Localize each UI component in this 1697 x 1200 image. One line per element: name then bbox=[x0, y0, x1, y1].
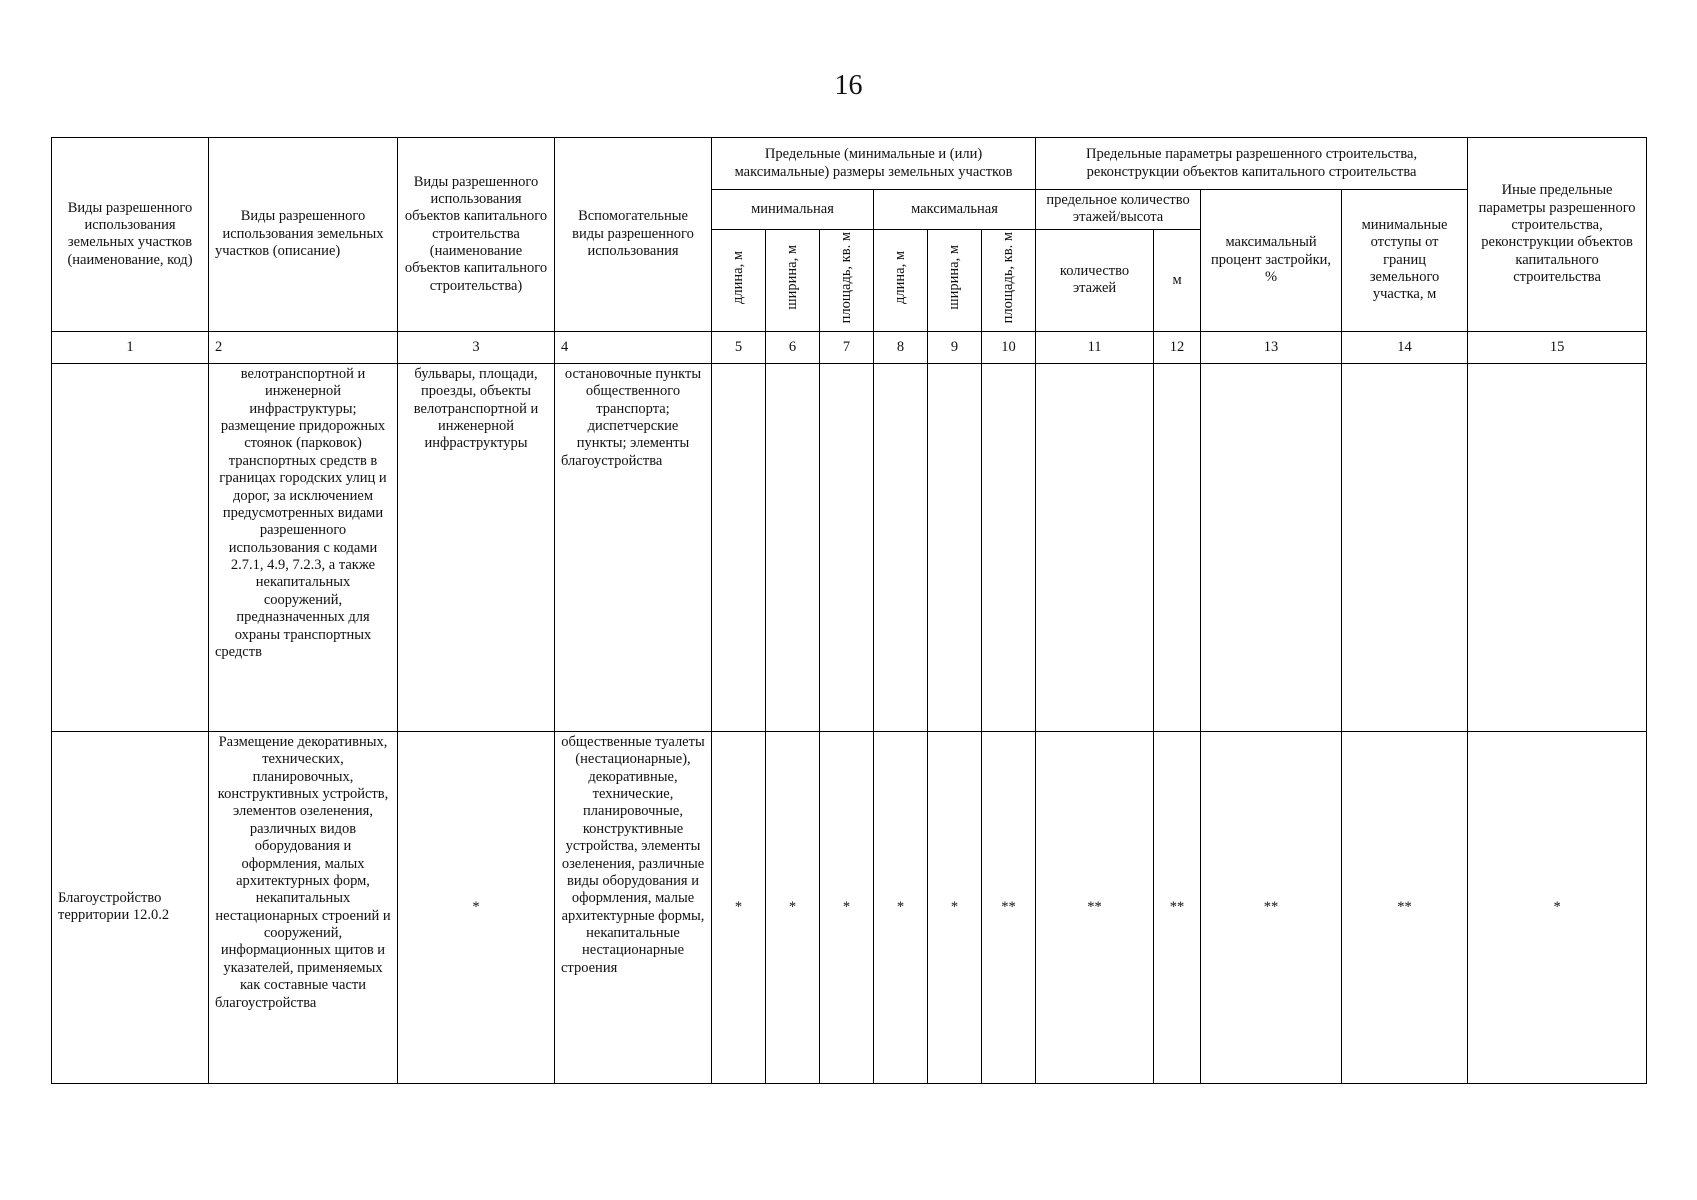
cell-capital-objects: бульвары, площади, проезды, объекты велотранспортной и инженерной инфраструктуры bbox=[398, 363, 555, 731]
header-params-group: Предельные параметры разрешенного строительства, реконструкции объектов капитального строительства bbox=[1036, 138, 1468, 190]
header-min-area: площадь, кв. м bbox=[820, 229, 874, 331]
header-max-length: длина, м bbox=[874, 229, 928, 331]
column-number: 12 bbox=[1154, 331, 1201, 363]
header-meters: м bbox=[1154, 229, 1201, 331]
header-min: минимальная bbox=[712, 190, 874, 230]
column-number: 15 bbox=[1468, 331, 1647, 363]
header-floors-height: предельное количество этажей/высота bbox=[1036, 190, 1201, 230]
header-col3: Виды разрешенного использования объектов капитального строительства (наименование объектов капитального строительства) bbox=[398, 138, 555, 332]
header-min-width: ширина, м bbox=[766, 229, 820, 331]
cell-value: * bbox=[1468, 731, 1647, 1083]
header-size-group: Предельные (минимальные и (или) максимальные) размеры земельных участков bbox=[712, 138, 1036, 190]
column-number: 13 bbox=[1201, 331, 1342, 363]
column-number: 7 bbox=[820, 331, 874, 363]
cell-land-use-description: велотранспортной и инженерной инфраструктуры; размещение придорожных стоянок (парковок) транспортных средств в границах городских улиц и дорог, за исключением предусмотренных видами разрешенного использования с кодами 2.7.1, 4.9, 7.2.3, а также некапитальных сооружений, предназначенных для охраны транспортных средств bbox=[209, 363, 398, 731]
cell-value bbox=[874, 363, 928, 731]
cell-land-use-name bbox=[52, 363, 209, 731]
header-max-area: площадь, кв. м bbox=[982, 229, 1036, 331]
header-floors: количество этажей bbox=[1036, 229, 1154, 331]
cell-value: ** bbox=[1201, 731, 1342, 1083]
header-max: максимальная bbox=[874, 190, 1036, 230]
column-number: 6 bbox=[766, 331, 820, 363]
column-number: 1 bbox=[52, 331, 209, 363]
column-number-row bbox=[52, 331, 1647, 363]
column-number: 5 bbox=[712, 331, 766, 363]
header-col2: Виды разрешенного использования земельных участков (описание) bbox=[209, 138, 398, 332]
cell-value: * bbox=[874, 731, 928, 1083]
header-max-width: ширина, м bbox=[928, 229, 982, 331]
cell-value: * bbox=[820, 731, 874, 1083]
cell-land-use-description: Размещение декоративных, технических, планировочных, конструктивных устройств, элементов озеленения, различных видов оборудования и оформления, малых архитектурных форм, некапитальных нестационарных строений и сооружений, информационных щитов и указателей, применяемых как составные части благоустройства bbox=[209, 731, 398, 1083]
column-number: 10 bbox=[982, 331, 1036, 363]
column-number: 11 bbox=[1036, 331, 1154, 363]
cell-land-use-name: Благоустройство территории 12.0.2 bbox=[52, 731, 209, 1083]
cell-value: * bbox=[712, 731, 766, 1083]
cell-value bbox=[982, 363, 1036, 731]
page-number: 16 bbox=[834, 70, 863, 101]
cell-capital-objects: * bbox=[398, 731, 555, 1083]
header-row-1 bbox=[52, 138, 1647, 190]
cell-value bbox=[766, 363, 820, 731]
cell-auxiliary-uses: общественные туалеты (нестационарные), декоративные, технические, планировочные, конструктивные устройства, элементы озеленения, различные виды оборудования и оформления, малые архитектурные формы, некапитальные нестационарные строения bbox=[555, 731, 712, 1083]
table-row bbox=[52, 731, 1647, 1083]
header-other: Иные предельные параметры разрешенного строительства, реконструкции объектов капитального строительства bbox=[1468, 138, 1647, 332]
cell-auxiliary-uses: остановочные пункты общественного транспорта; диспетчерские пункты; элементы благоустройства bbox=[555, 363, 712, 731]
header-col4: Вспомогательные виды разрешенного использования bbox=[555, 138, 712, 332]
table-row bbox=[52, 363, 1647, 731]
cell-value bbox=[820, 363, 874, 731]
cell-value bbox=[712, 363, 766, 731]
cell-value: ** bbox=[1342, 731, 1468, 1083]
cell-value: ** bbox=[982, 731, 1036, 1083]
header-col1: Виды разрешенного использования земельных участков (наименование, код) bbox=[52, 138, 209, 332]
column-number: 2 bbox=[209, 331, 398, 363]
header-min-setback: минимальные отступы от границ земельного участка, м bbox=[1342, 190, 1468, 332]
column-number: 4 bbox=[555, 331, 712, 363]
cell-value: ** bbox=[1154, 731, 1201, 1083]
cell-value bbox=[1154, 363, 1201, 731]
cell-value: ** bbox=[1036, 731, 1154, 1083]
column-number: 9 bbox=[928, 331, 982, 363]
column-number: 14 bbox=[1342, 331, 1468, 363]
column-number: 3 bbox=[398, 331, 555, 363]
cell-value: * bbox=[766, 731, 820, 1083]
header-max-percent: максимальный процент застройки, % bbox=[1201, 190, 1342, 332]
cell-value bbox=[1468, 363, 1647, 731]
cell-value bbox=[928, 363, 982, 731]
cell-value bbox=[1201, 363, 1342, 731]
cell-value bbox=[1342, 363, 1468, 731]
column-number: 8 bbox=[874, 331, 928, 363]
cell-value: * bbox=[928, 731, 982, 1083]
land-use-table bbox=[51, 137, 1647, 1084]
cell-value bbox=[1036, 363, 1154, 731]
header-min-length: длина, м bbox=[712, 229, 766, 331]
